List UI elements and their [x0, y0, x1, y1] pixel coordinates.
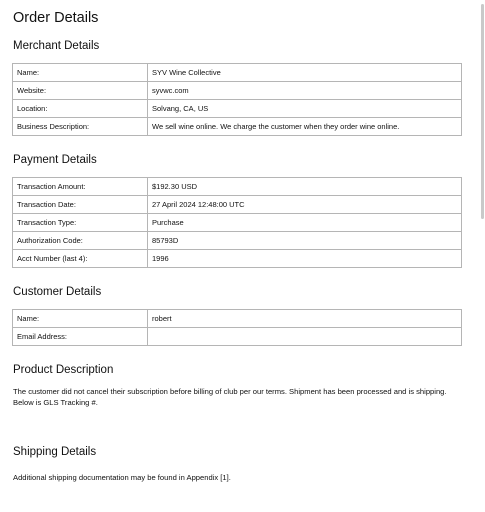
table-row: [13, 196, 462, 214]
field-label: Authorization Code:: [13, 232, 148, 250]
shipping-details-text: Additional shipping documentation may be found in Appendix [1].: [13, 473, 231, 482]
field-value: $192.30 USD: [148, 178, 462, 196]
table-row: [13, 178, 462, 196]
table-row: [13, 328, 462, 346]
field-value: robert: [148, 310, 462, 328]
field-label: Business Description:: [13, 118, 148, 136]
field-value: We sell wine online. We charge the customer when they order wine online.: [148, 118, 462, 136]
field-value: 1996: [148, 250, 462, 268]
table-row: [13, 250, 462, 268]
page-title: Order Details: [13, 10, 99, 26]
product-description-heading: Product Description: [13, 364, 114, 376]
field-label: Transaction Date:: [13, 196, 148, 214]
table-row: [13, 64, 462, 82]
payment-details-table: [12, 177, 462, 268]
field-label: Acct Number (last 4):: [13, 250, 148, 268]
shipping-details-heading: Shipping Details: [13, 446, 97, 458]
field-label: Location:: [13, 100, 148, 118]
field-value: syvwc.com: [148, 82, 462, 100]
field-label: Transaction Type:: [13, 214, 148, 232]
payment-details-heading: Payment Details: [13, 154, 97, 166]
table-row: [13, 310, 462, 328]
merchant-details-heading: Merchant Details: [13, 40, 100, 52]
table-row: [13, 82, 462, 100]
vertical-scrollbar[interactable]: [478, 0, 485, 512]
field-value: Purchase: [148, 214, 462, 232]
field-value: 27 April 2024 12:48:00 UTC: [148, 196, 462, 214]
scrollbar-thumb[interactable]: [481, 4, 484, 219]
field-label: Name:: [13, 310, 148, 328]
table-row: [13, 232, 462, 250]
field-value: Solvang, CA, US: [148, 100, 462, 118]
field-value: SYV Wine Collective: [148, 64, 462, 82]
table-row: [13, 214, 462, 232]
field-value: 85793D: [148, 232, 462, 250]
field-label: Name:: [13, 64, 148, 82]
field-label: Website:: [13, 82, 148, 100]
field-value: [148, 328, 462, 346]
table-row: [13, 100, 462, 118]
customer-details-table: [12, 309, 462, 346]
field-label: Transaction Amount:: [13, 178, 148, 196]
merchant-details-table: [12, 63, 462, 136]
table-row: [13, 118, 462, 136]
field-label: Email Address:: [13, 328, 148, 346]
product-description-text: The customer did not cancel their subscription before billing of club per our terms. Shipment has been processed and is shipping. Below is GLS Tracking #.: [13, 387, 447, 407]
customer-details-heading: Customer Details: [13, 286, 102, 298]
